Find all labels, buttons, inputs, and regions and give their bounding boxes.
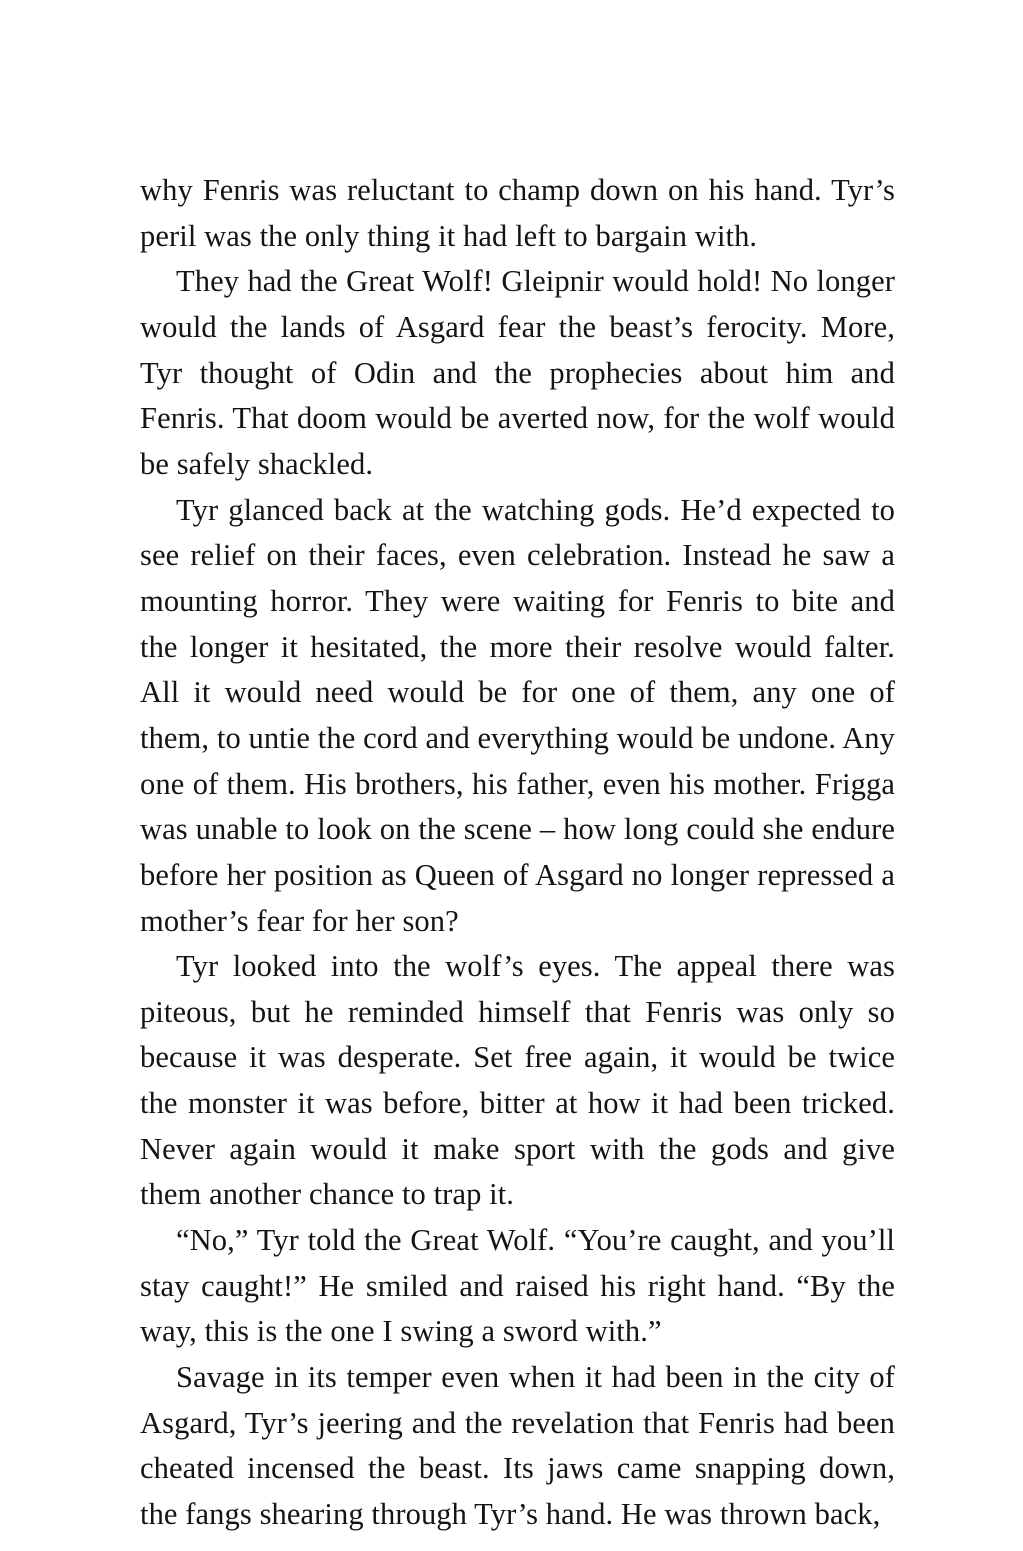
paragraph: why Fenris was reluctant to champ down on his hand. Tyr’s peril was the only thing it had left to bargain with. [140, 173, 895, 253]
paragraph: Savage in its temper even when it had been in the city of Asgard, Tyr’s jeering and the revelation that Fenris had been cheated incensed the beast. Its jaws came snapping down, the fangs shearing through Tyr’s hand. He was thrown back, [140, 1360, 895, 1532]
paragraph: Tyr glanced back at the watching gods. He’d expected to see relief on their faces, even celebration. Instead he saw a mounting horror. They were waiting for Fenris to bite and the longer it hesitated, the more their resolve would falter. All it would need would be for one of them, any one of them, to untie the cord and everything would be undone. Any one of them. His brothers, his father, even his mother. Frigga was unable to look on the scene – how long could she endure before her position as Queen of Asgard no longer repressed a mother’s fear for her son? [140, 492, 895, 938]
paragraph: Tyr looked into the wolf’s eyes. The appeal there was piteous, but he reminded himself that Fenris was only so because it was desperate. Set free again, it would be twice the monster it was before, bitter at how it had been tricked. Never again would it make sport with the gods and give them another chance to trap it. [140, 949, 895, 1212]
page-body-text [140, 168, 895, 1538]
paragraph: They had the Great Wolf! Gleipnir would hold! No longer would the lands of Asgard fear the beast’s ferocity. More, Tyr thought of Odin and the prophecies about him and Fenris. That doom would be averted now, for the wolf would be safely shackled. [140, 264, 895, 481]
paragraph: “No,” Tyr told the Great Wolf. “You’re caught, and you’ll stay caught!” He smiled and raised his right hand. “By the way, this is the one I swing a sword with.” [140, 1223, 895, 1349]
